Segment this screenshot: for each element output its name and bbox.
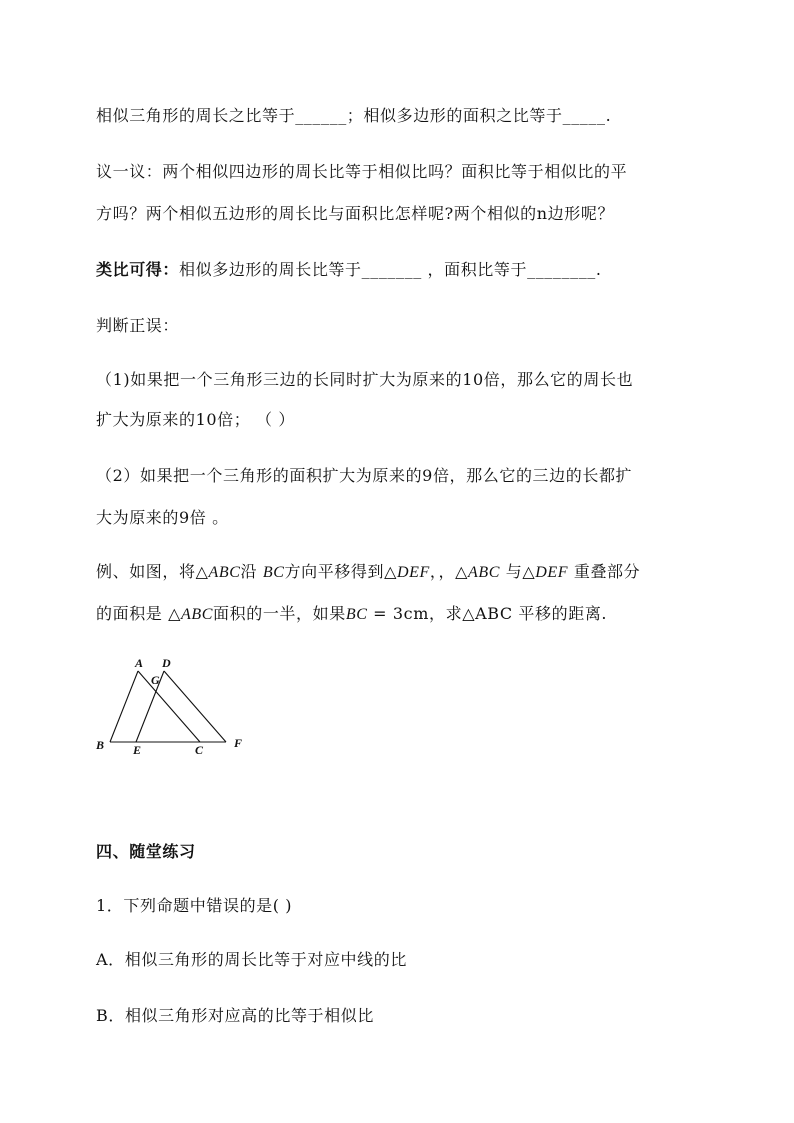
label-c: C	[195, 743, 204, 757]
example-text: ，，△	[429, 562, 469, 581]
example-text: 与△	[500, 562, 536, 581]
triangle-abc: ABC	[208, 564, 241, 581]
side-de	[136, 671, 164, 742]
analogy-text: 相似多边形的周长比等于_______ ，面积比等于________.	[179, 260, 602, 279]
line-discussion-2: 方吗？两个相似五边形的周长比与面积比怎样呢?两个相似的n边形呢？	[96, 204, 615, 223]
line-analogy	[96, 260, 602, 280]
line-judge-1b: 扩大为原来的10倍； （ ）	[96, 410, 295, 429]
example-text: 的面积是 △	[96, 604, 181, 623]
label-d: D	[162, 656, 171, 670]
triangle-abc: ABC	[181, 606, 214, 623]
line-judge-2b: 大为原来的9倍 。	[96, 508, 229, 527]
line-judge-2a: （2）如果把一个三角形的面积扩大为原来的9倍，那么它的三边的长都扩	[96, 466, 633, 485]
side-df	[164, 671, 226, 742]
line-discussion-1: 议一议：两个相似四边形的周长比等于相似比吗？面积比等于相似比的平	[96, 162, 628, 181]
option-a: A．相似三角形的周长比等于对应中线的比	[96, 950, 407, 969]
example-text: 方向平移得到△	[284, 562, 398, 581]
segment-bc: BC	[262, 564, 285, 581]
triangle-def: DEF	[397, 564, 430, 581]
line-perimeter-area-ratio: 相似三角形的周长之比等于______；相似多边形的面积之比等于_____.	[96, 106, 612, 125]
line-judge-heading: 判断正误：	[96, 316, 180, 335]
question-1: 1．下列命题中错误的是( )	[96, 896, 293, 915]
side-ac	[138, 671, 200, 742]
line-judge-1a: （1)如果把一个三角形三边的长同时扩大为原来的10倍，那么它的周长也	[96, 370, 634, 389]
label-a: A	[135, 656, 144, 670]
option-b: B．相似三角形对应高的比等于相似比	[96, 1006, 374, 1025]
line-example-1	[96, 562, 640, 583]
example-text: 例、如图，将△	[96, 562, 209, 581]
label-b: B	[96, 738, 105, 752]
label-e: E	[133, 743, 142, 757]
section-heading-practice: 四、随堂练习	[96, 842, 196, 861]
example-text: 重叠部分	[568, 562, 641, 581]
triangle-def: DEF	[535, 564, 569, 581]
line-example-2	[96, 604, 607, 625]
translation-triangle-figure	[92, 652, 252, 762]
example-text: 面积的一半，如果	[213, 604, 346, 623]
example-text: = 3cm，求△ABC 平移的距离.	[367, 604, 608, 623]
segment-bc: BC	[345, 606, 368, 623]
label-f: F	[234, 736, 243, 750]
triangle-abc: ABC	[468, 564, 501, 581]
label-g: G	[151, 673, 160, 687]
example-text: 沿	[240, 562, 263, 581]
analogy-label: 类比可得：	[96, 260, 180, 279]
side-ab	[110, 671, 138, 742]
